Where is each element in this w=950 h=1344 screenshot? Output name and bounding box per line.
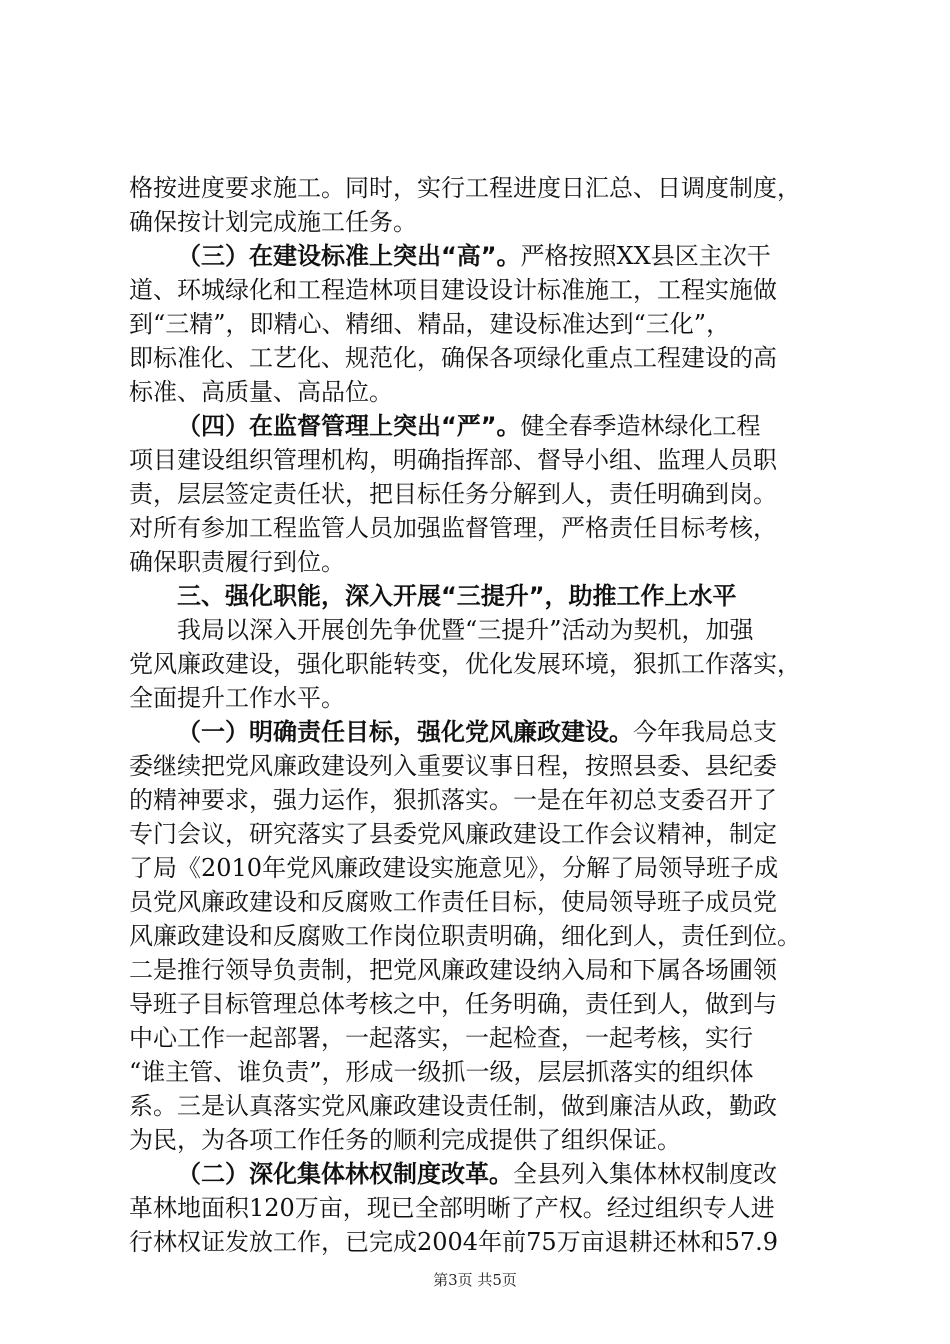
- text-line: 格按进度要求施工。同时，实行工程进度日汇总、日调度制度，: [129, 174, 801, 202]
- text-line: 二是推行领导负责制，把党风廉政建设纳入局和下属各场圃领: [129, 956, 777, 984]
- section-paragraph-start: [129, 409, 839, 443]
- text-run: 今年我局总支: [633, 718, 777, 746]
- text-line: 责，层层签定责任状，把目标任务分解到人，责任明确到岗。: [129, 480, 777, 508]
- text-line: 行林权证发放工作，已完成2004年前75万亩退耕还林和57.9: [129, 1228, 779, 1256]
- text-line: 委继续把党风廉政建设列入重要议事日程，按照县委、县纪委: [129, 752, 777, 780]
- text-line: 系。三是认真落实党风廉政建设责任制，做到廉洁从政，勤政: [129, 1092, 777, 1120]
- section-subheading: （三）在建设标准上突出“高”。: [177, 242, 521, 270]
- section-subheading: （四）在监督管理上突出“严”。: [177, 412, 521, 440]
- text-line: 员党风廉政建设和反腐败工作责任目标，使局领导班子成员党: [129, 888, 777, 916]
- text-line: 的精神要求，强力运作，狠抓落实。一是在年初总支委召开了: [129, 786, 777, 814]
- section-heading: 三、强化职能，深入开展“三提升”，助推工作上水平: [177, 582, 737, 610]
- section-subheading: （二）深化集体林权制度改革。: [177, 1160, 513, 1188]
- text-line: 即标准化、工艺化、规范化，确保各项绿化重点工程建设的高: [129, 344, 777, 372]
- text-line: 革林地面积120万亩，现已全部明晰了产权。经过组织专人进: [129, 1194, 775, 1222]
- text-line: 道、环城绿化和工程造林项目建设设计标准施工，工程实施做: [129, 276, 777, 304]
- text-line: 我局以深入开展创先争优暨“三提升”活动为契机，加强: [177, 616, 754, 644]
- text-line: 为民，为各项工作任务的顺利完成提供了组织保证。: [129, 1126, 681, 1154]
- text-line: 专门会议，研究落实了县委党风廉政建设工作会议精神，制定: [129, 820, 777, 848]
- text-line: 党风廉政建设，强化职能转变，优化发展环境，狠抓工作落实，: [129, 650, 801, 678]
- section-paragraph-start: [129, 1157, 839, 1191]
- text-line: 风廉政建设和反腐败工作岗位职责明确，细化到人，责任到位。: [129, 922, 801, 950]
- text-line: 确保职责履行到位。: [129, 548, 345, 576]
- text-line: 项目建设组织管理机构，明确指挥部、督导小组、监理人员职: [129, 446, 777, 474]
- page-number-footer: 第3页 共5页: [433, 1271, 517, 1289]
- text-line: 标准、高质量、高品位。: [129, 378, 393, 406]
- text-line: 全面提升工作水平。: [129, 684, 345, 712]
- text-run: 全县列入集体林权制度改: [513, 1160, 777, 1188]
- text-line: 中心工作一起部署，一起落实，一起检查，一起考核，实行: [129, 1024, 753, 1052]
- text-line: 到“三精”，即精心、精细、精品，建设标准达到“三化”，: [129, 310, 731, 338]
- text-run: 严格按照XX县区主次干: [520, 242, 771, 270]
- section-paragraph-start: [129, 715, 839, 749]
- text-line: “谁主管、谁负责”，形成一级抓一级，层层抓落实的组织体: [129, 1058, 754, 1086]
- text-line: 对所有参加工程监管人员加强监督管理，严格责任目标考核，: [129, 514, 777, 542]
- text-line: 了局《2010年党风廉政建设实施意见》，分解了局领导班子成: [129, 854, 779, 882]
- document-body: [129, 171, 839, 1259]
- text-line: 导班子目标管理总体考核之中，任务明确，责任到人，做到与: [129, 990, 777, 1018]
- text-run: 健全春季造林绿化工程: [520, 412, 761, 440]
- section-subheading: （一）明确责任目标，强化党风廉政建设。: [177, 718, 633, 746]
- text-line: 确保按计划完成施工任务。: [129, 208, 417, 236]
- section-paragraph-start: [129, 239, 839, 273]
